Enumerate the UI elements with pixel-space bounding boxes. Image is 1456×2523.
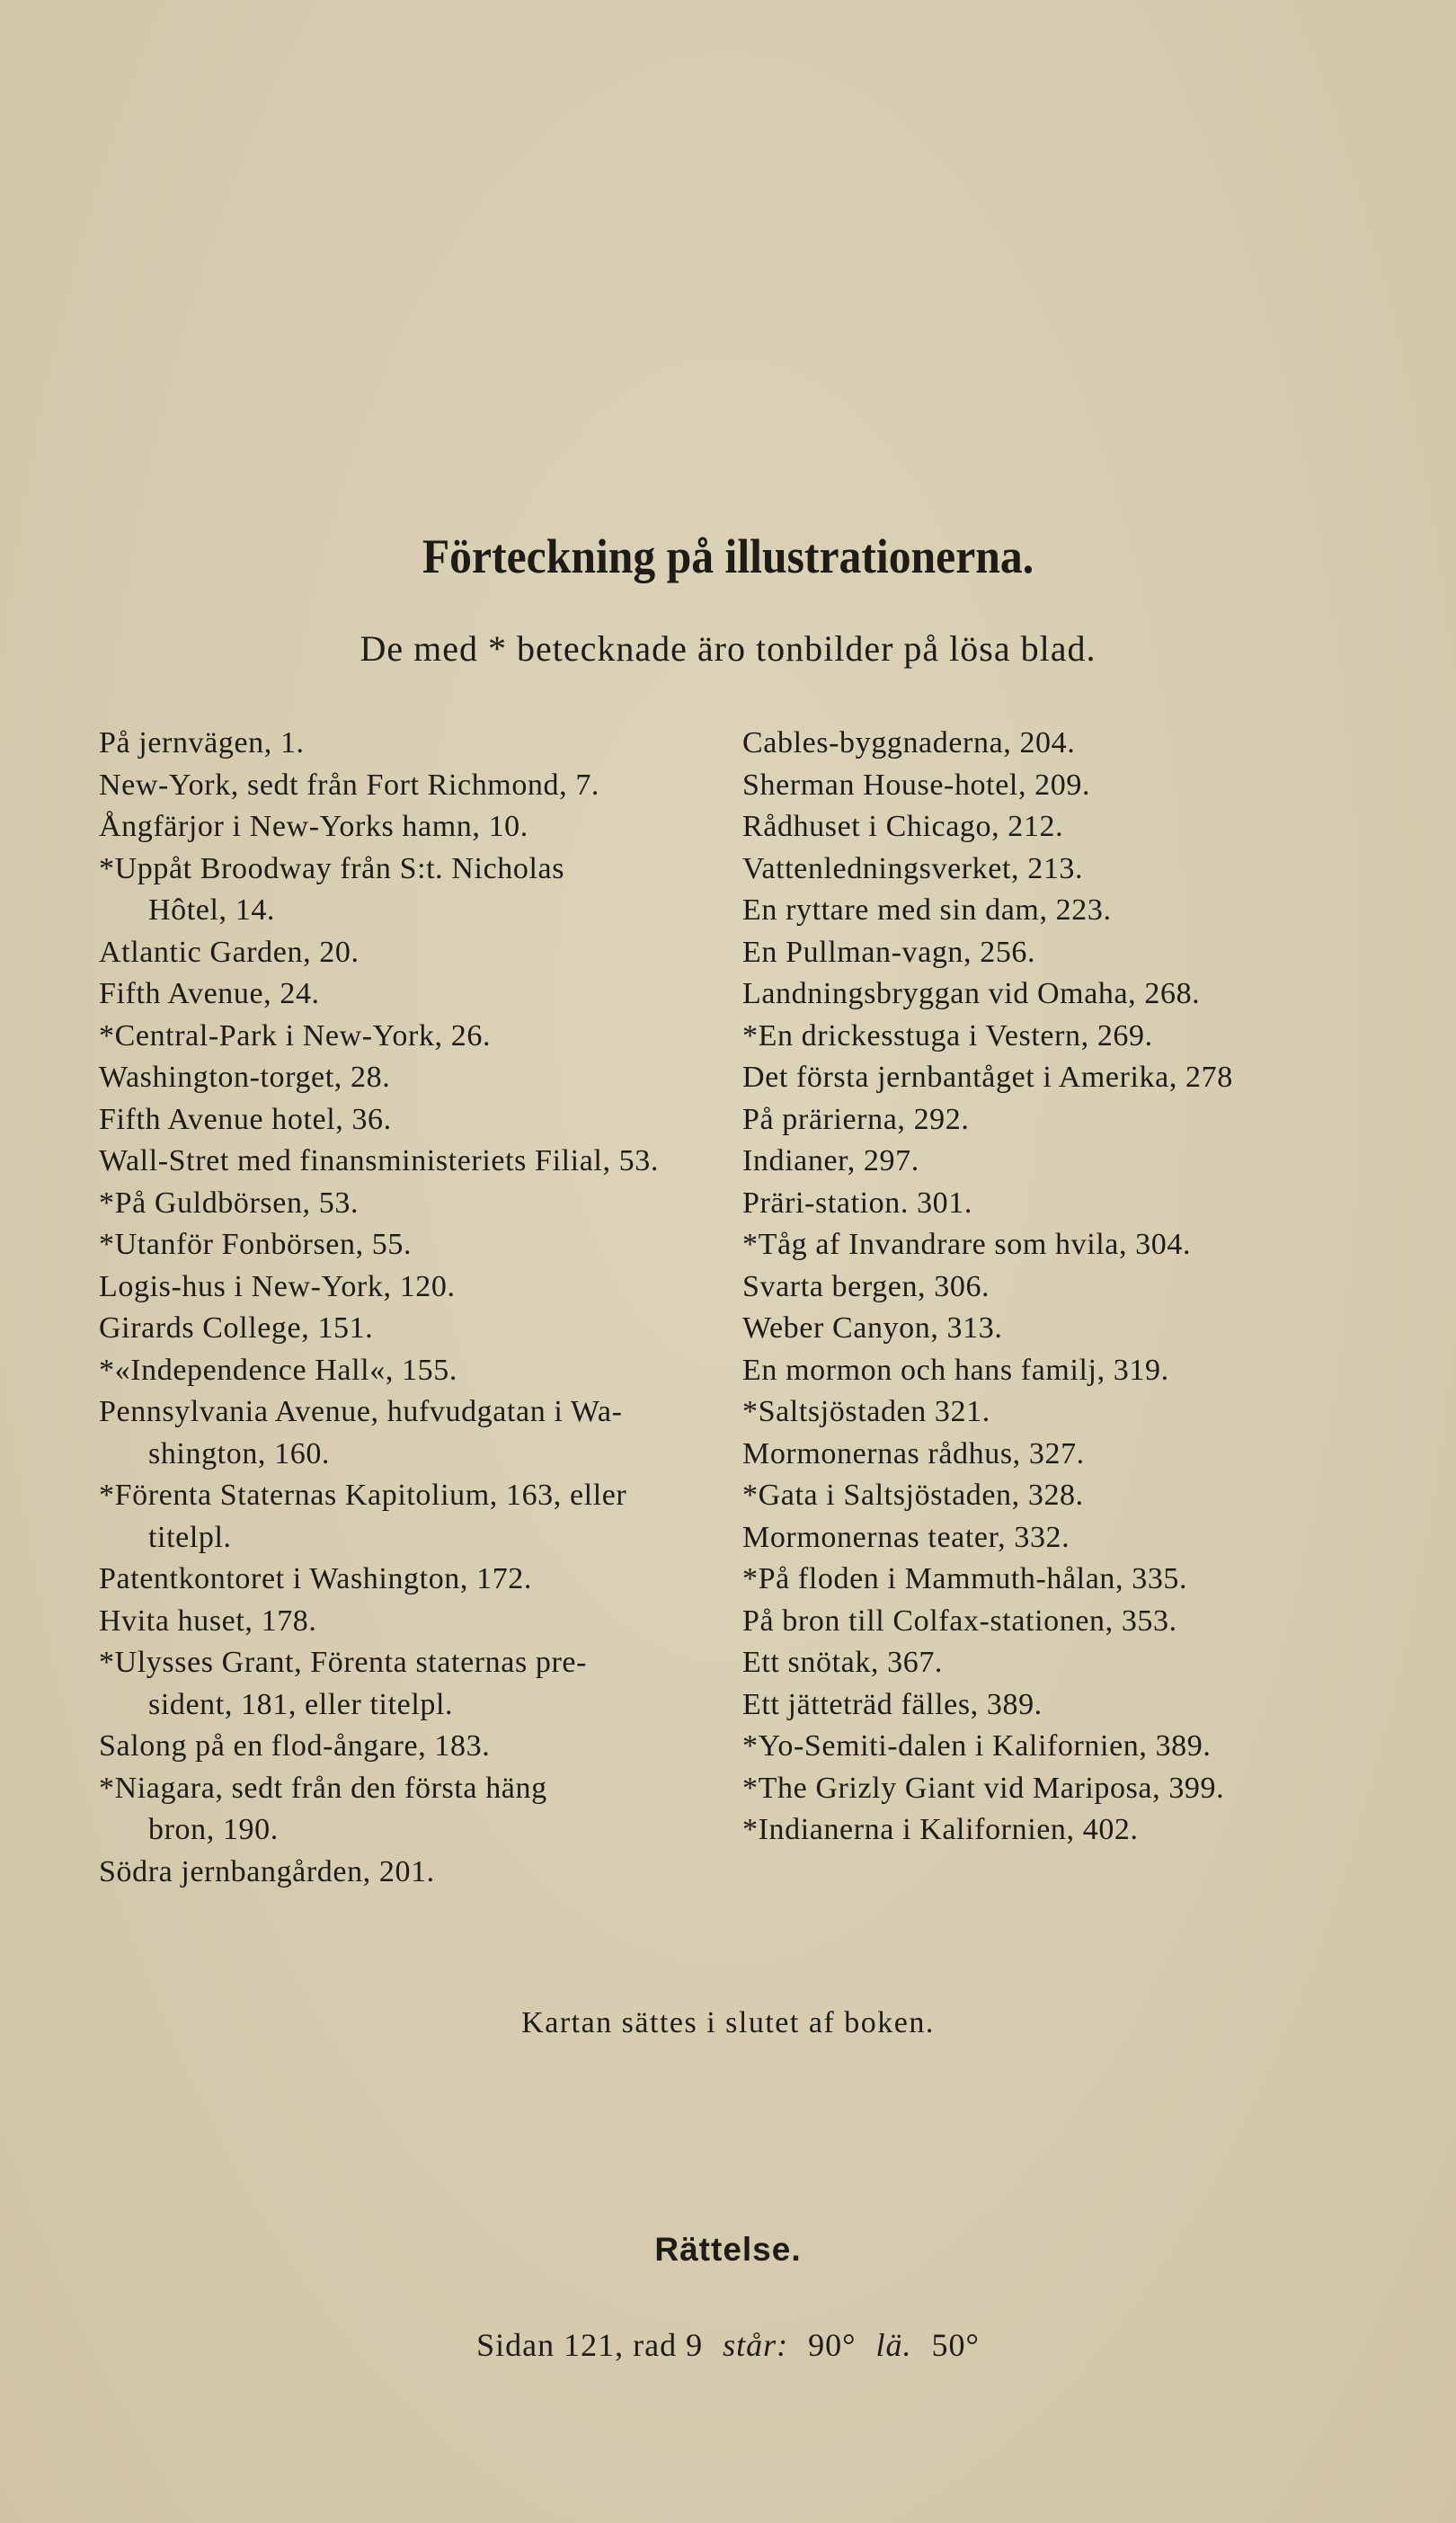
list-item: Ett snötak, 367. [742, 1646, 944, 1679]
list-item: Hvita huset, 178. [99, 1604, 317, 1638]
list-item: På bron till Colfax-stationen, 353. [742, 1604, 1177, 1638]
list-item: *The Grizly Giant vid Mariposa, 399. [742, 1771, 1225, 1805]
list-item: *En drickesstuga i Vestern, 269. [742, 1018, 1153, 1053]
list-item: Washington-torget, 28. [99, 1061, 391, 1094]
list-item: bron, 190. [148, 1813, 279, 1846]
errata-wrong-value: 90° [808, 2327, 857, 2363]
list-item: Södra jernbangården, 201. [99, 1854, 435, 1888]
list-item: *«Independence Hall«, 155. [99, 1353, 457, 1387]
list-item: Sherman House-hotel, 209. [742, 768, 1091, 802]
list-item: Vattenledningsverket, 213. [742, 851, 1084, 885]
list-item: Mormonernas rådhus, 327. [742, 1436, 1085, 1470]
errata-heading: Rättelse. [654, 2231, 802, 2268]
list-item: På prärierna, 292. [742, 1102, 970, 1136]
list-item: New-York, sedt från Fort Richmond, 7. [99, 768, 600, 802]
illustration-list-right [742, 723, 1425, 1852]
list-item: Rådhuset i Chicago, 212. [742, 810, 1064, 843]
list-item: Wall-Stret med finansministeriets Filial, 53. [99, 1144, 659, 1177]
list-item: *Central-Park i New-York, 26. [99, 1018, 492, 1053]
list-item: Indianer, 297. [742, 1144, 919, 1177]
errata-prefix: Sidan 121, rad 9 [476, 2327, 704, 2363]
list-item: Pennsylvania Avenue, hufvudgatan i Wa- [99, 1395, 623, 1428]
list-item: Präri-station. 301. [742, 1186, 972, 1220]
list-item: Girards College, 151. [99, 1311, 374, 1345]
list-item: *På floden i Mammuth-hålan, 335. [742, 1562, 1188, 1595]
page-title: Förteckning på illustrationerna. [422, 529, 1034, 583]
list-item: *Yo-Semiti-dalen i Kalifornien, 389. [742, 1729, 1212, 1763]
list-item: Fifth Avenue, 24. [99, 977, 320, 1010]
list-item: *Saltsjöstaden 321. [742, 1395, 990, 1428]
list-item: På jernvägen, 1. [99, 726, 305, 760]
list-item: titelpl. [148, 1520, 232, 1554]
list-item: *På Guldbörsen, 53. [99, 1186, 360, 1220]
list-item: Atlantic Garden, 20. [99, 935, 360, 969]
errata-read-label: lä. [875, 2327, 912, 2363]
list-item: sident, 181, eller titelpl. [148, 1687, 454, 1721]
errata-star-label: står: [723, 2327, 789, 2363]
list-item: Salong på en flod-ångare, 183. [99, 1729, 491, 1763]
list-item: Mormonernas teater, 332. [742, 1520, 1070, 1554]
list-item: Patentkontoret i Washington, 172. [99, 1562, 533, 1595]
list-item: Weber Canyon, 313. [742, 1311, 1003, 1345]
list-item: Ett jätteträd fälles, 389. [742, 1687, 1043, 1721]
list-item: Ångfärjor i New-Yorks hamn, 10. [99, 810, 528, 843]
map-footnote: Kartan sättes i slutet af boken. [521, 2006, 935, 2039]
list-item: En mormon och hans familj, 319. [742, 1353, 1169, 1387]
list-item: Hôtel, 14. [148, 893, 276, 927]
illustration-list-left [99, 723, 728, 1893]
errata-right-value: 50° [931, 2327, 980, 2363]
list-item: Cables-byggnaderna, 204. [742, 726, 1076, 760]
list-item: Logis-hus i New-York, 120. [99, 1269, 456, 1303]
list-item: *Indianerna i Kalifornien, 402. [742, 1813, 1139, 1846]
list-item: shington, 160. [148, 1436, 331, 1470]
list-item: *Niagara, sedt från den första häng [99, 1771, 547, 1805]
list-item: Landningsbryggan vid Omaha, 268. [742, 977, 1201, 1010]
list-item: *Uppåt Broodway från S:t. Nicholas [99, 851, 565, 885]
list-item: En Pullman-vagn, 256. [742, 935, 1036, 969]
list-item: Fifth Avenue hotel, 36. [99, 1102, 392, 1136]
list-item: En ryttare med sin dam, 223. [742, 893, 1112, 927]
list-item: *Ulysses Grant, Förenta staternas pre- [99, 1646, 588, 1679]
page-subtitle: De med * betecknade äro tonbilder på lösa blad. [360, 628, 1096, 669]
errata-line [0, 2326, 1456, 2364]
list-item: Det första jernbantåget i Amerika, 278 [742, 1061, 1233, 1094]
list-item: *Gata i Saltsjöstaden, 328. [742, 1479, 1084, 1512]
list-item: *Förenta Staternas Kapitolium, 163, eller [99, 1479, 627, 1512]
list-item: Svarta bergen, 306. [742, 1269, 990, 1303]
list-item: *Utanför Fonbörsen, 55. [99, 1228, 413, 1261]
list-item: *Tåg af Invandrare som hvila, 304. [742, 1228, 1192, 1261]
